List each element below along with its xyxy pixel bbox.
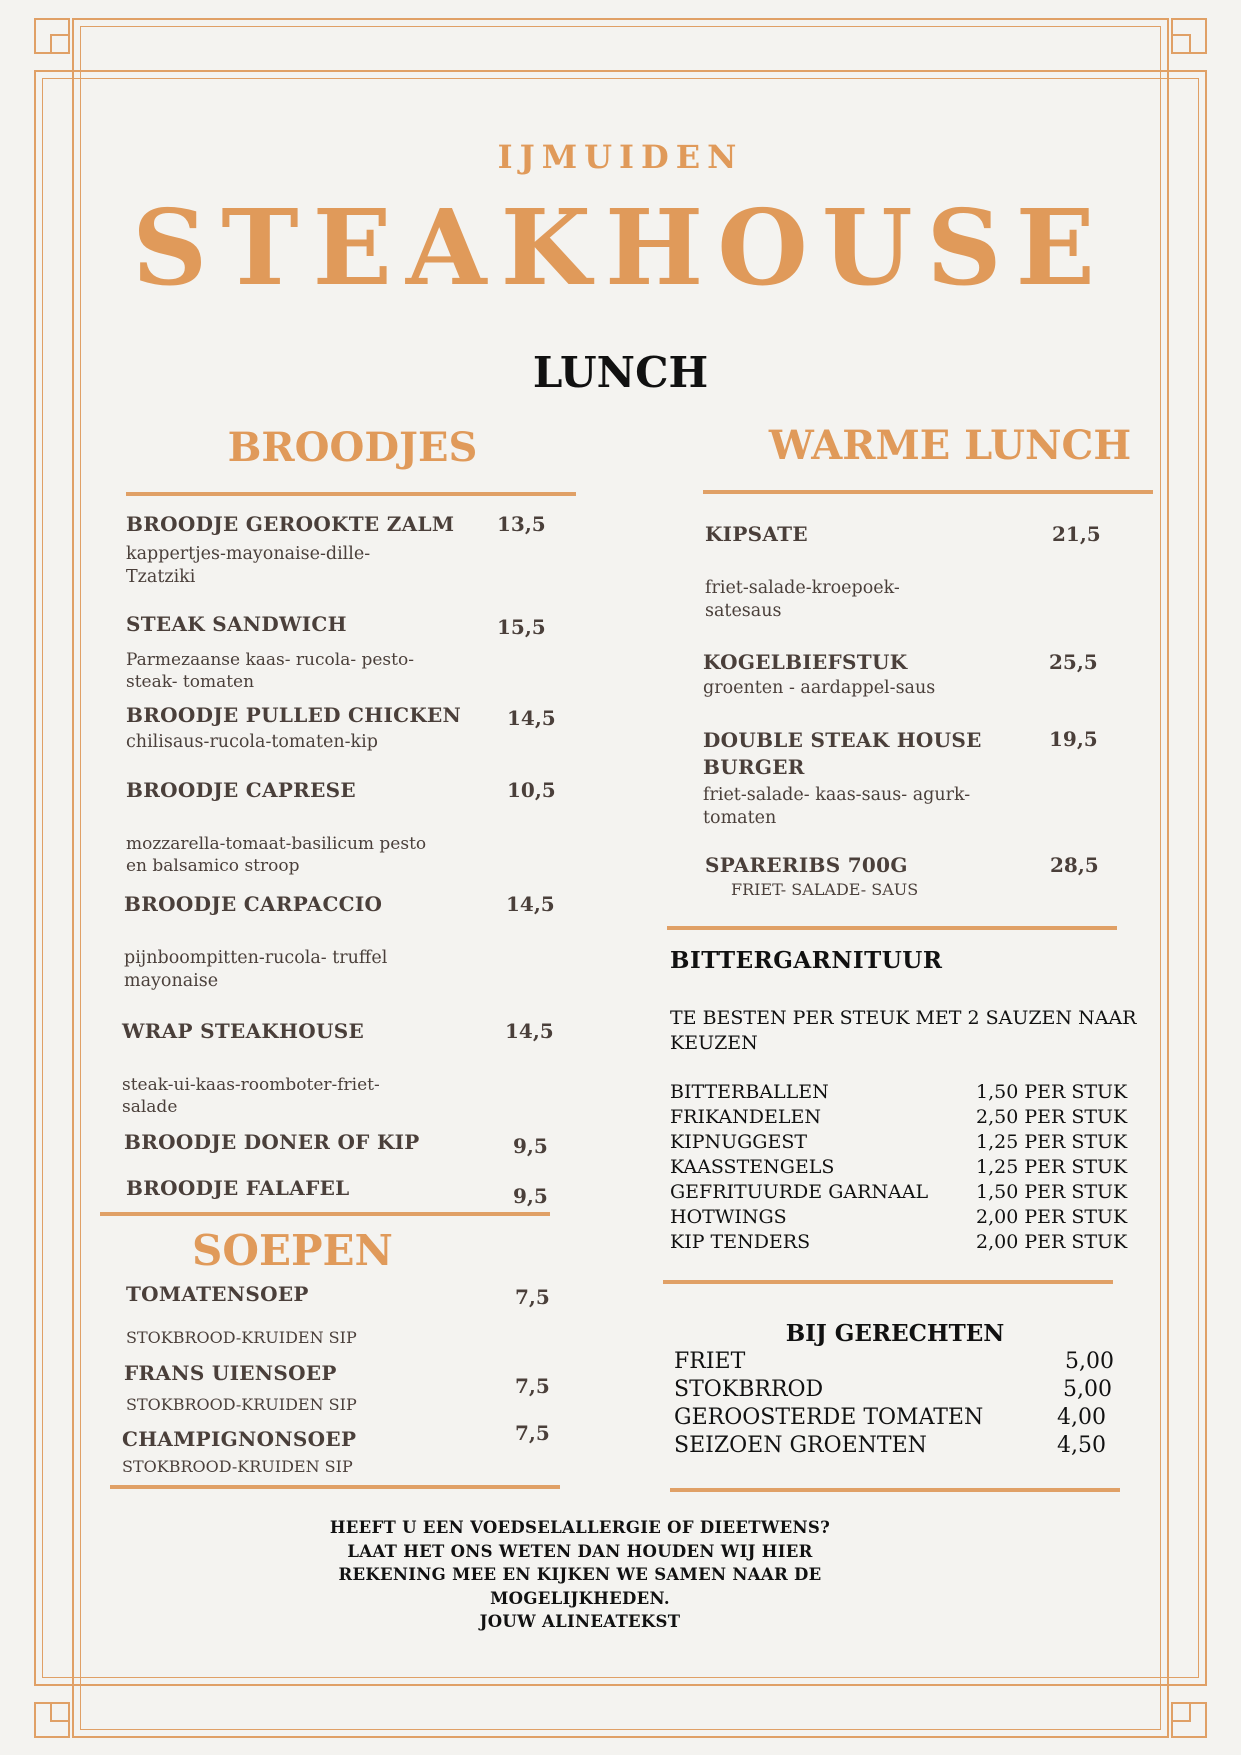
list-item [674, 1432, 1114, 1460]
allergy-notice-line: LAAT HET ONS WETEN DAN HOUDEN WIJ HIER [347, 1541, 813, 1561]
list-item [670, 1130, 1140, 1155]
bij-gerechten-item-name: FRIET [674, 1349, 746, 1374]
bittergarnituur-item-price: 2,00 PER STUK [976, 1206, 1128, 1228]
item-price-broodje-pulled-chicken: 14,5 [507, 706, 556, 730]
section-heading-soepen: SOEPEN [192, 1226, 393, 1275]
bittergarnituur-item-name: KAASSTENGELS [670, 1156, 835, 1178]
section-heading-bittergarnituur: BITTERGARNITUUR [670, 947, 943, 974]
item-price-champignonsoep: 7,5 [515, 1421, 550, 1445]
item-price-double-steak-house-burger: 19,5 [1049, 727, 1098, 751]
item-name-spareribs-700g: SPARERIBS 700G [705, 853, 908, 877]
item-name-champignonsoep: CHAMPIGNONSOEP [122, 1427, 357, 1451]
list-item [674, 1376, 1114, 1404]
bij-gerechten-item-price: 4,00 [1057, 1405, 1106, 1430]
section-heading-broodjes: BROODJES [227, 424, 478, 471]
corner-ornament-bottom-right [1171, 1702, 1207, 1738]
bij-gerechten-item-price: 5,00 [1063, 1377, 1112, 1402]
item-price-broodje-doner-of-kip: 9,5 [513, 1134, 548, 1158]
bittergarnituur-item-name: GEFRITUURDE GARNAAL [670, 1181, 929, 1203]
item-desc-kogelbiefstuk: groenten - aardappel-saus [703, 678, 936, 698]
item-name-double-steak-house-burger: DOUBLE STEAK HOUSE BURGER [703, 728, 982, 779]
list-item [674, 1404, 1114, 1432]
item-desc-double-steak-house-burger: friet-salade- kaas-saus- agurk- tomaten [703, 785, 971, 828]
allergy-notice-line: MOGELIJKHEDEN. [490, 1588, 670, 1608]
divider-broodjes [126, 492, 576, 496]
list-item [670, 1155, 1140, 1180]
divider-bij-gerechten [663, 1280, 1113, 1284]
bij-gerechten-list [674, 1348, 1114, 1460]
divider-soepen-bottom [110, 1485, 560, 1489]
bittergarnituur-item-price: 2,50 PER STUK [976, 1106, 1128, 1128]
bij-gerechten-item-name: STOKBRROD [674, 1377, 824, 1402]
footer-paragraph-text: JOUW ALINEATEKST [479, 1612, 681, 1631]
bij-gerechten-item-name: SEIZOEN GROENTEN [674, 1433, 927, 1458]
item-desc-steak-sandwich: Parmezaanse kaas- rucola- pesto- steak- tomaten [126, 650, 414, 692]
item-name-wrap-steakhouse: WRAP STEAKHOUSE [122, 1019, 365, 1043]
item-price-broodje-caprese: 10,5 [507, 778, 556, 802]
list-item [670, 1105, 1140, 1130]
item-name-tomatensoep: TOMATENSOEP [126, 1282, 309, 1306]
corner-ornament-bottom-left [34, 1702, 70, 1738]
corner-ornament-top-left [34, 18, 70, 54]
list-item [670, 1230, 1140, 1255]
bittergarnituur-item-price: 1,25 PER STUK [976, 1131, 1128, 1153]
item-price-wrap-steakhouse: 14,5 [505, 1019, 554, 1043]
item-desc-tomatensoep: STOKBROOD-KRUIDEN SIP [126, 1328, 357, 1347]
item-desc-frans-uiensoep: STOKBROOD-KRUIDEN SIP [126, 1395, 357, 1414]
bittergarnituur-item-price: 2,00 PER STUK [976, 1231, 1128, 1253]
item-price-steak-sandwich: 15,5 [497, 615, 546, 639]
bittergarnituur-item-name: KIP TENDERS [670, 1231, 811, 1253]
corner-ornament-top-right [1171, 18, 1207, 54]
bittergarnituur-item-name: FRIKANDELEN [670, 1106, 821, 1128]
bittergarnituur-item-name: HOTWINGS [670, 1206, 787, 1228]
bittergarnituur-item-name: KIPNUGGEST [670, 1131, 808, 1153]
item-desc-champignonsoep: STOKBROOD-KRUIDEN SIP [122, 1457, 353, 1476]
item-desc-broodje-pulled-chicken: chilisaus-rucola-tomaten-kip [126, 732, 378, 752]
section-heading-warme-lunch: WARME LUNCH [768, 422, 1132, 469]
bittergarnituur-intro: TE BESTEN PER STEUK MET 2 SAUZEN NAAR KEUZEN [670, 1007, 1137, 1054]
item-desc-broodje-gerookte-zalm: kappertjes-mayonaise-dille- Tzatziki [126, 544, 371, 587]
allergy-notice [300, 1516, 860, 1634]
list-item [674, 1348, 1114, 1376]
list-item [670, 1205, 1140, 1230]
item-price-broodje-carpaccio: 14,5 [506, 892, 555, 916]
bij-gerechten-item-price: 4,50 [1057, 1433, 1106, 1458]
item-name-frans-uiensoep: FRANS UIENSOEP [124, 1361, 337, 1385]
item-price-kogelbiefstuk: 25,5 [1049, 650, 1098, 674]
divider-bij-gerechten-bottom [670, 1488, 1120, 1492]
item-desc-broodje-caprese: mozzarella-tomaat-basilicum pesto en balsamico stroop [126, 834, 427, 876]
item-desc-kipsate: friet-salade-kroepoek- satesaus [705, 578, 900, 621]
item-name-steak-sandwich: STEAK SANDWICH [126, 612, 347, 636]
item-name-broodje-doner-of-kip: BROODJE DONER OF KIP [124, 1130, 420, 1154]
restaurant-title: STEAKHOUSE [132, 186, 1109, 309]
item-name-broodje-caprese: BROODJE CAPRESE [126, 778, 356, 802]
item-name-broodje-carpaccio: BROODJE CARPACCIO [124, 892, 383, 916]
item-name-kipsate: KIPSATE [705, 522, 808, 546]
allergy-notice-line: HEEFT U EEN VOEDSELALLERGIE OF DIEETWENS? [329, 1518, 831, 1537]
item-desc-wrap-steakhouse: steak-ui-kaas-roomboter-friet- salade [122, 1075, 380, 1117]
section-heading-bij-gerechten: BIJ GERECHTEN [785, 1320, 1005, 1347]
item-price-broodje-falafel: 9,5 [513, 1184, 548, 1208]
item-price-spareribs-700g: 28,5 [1050, 853, 1099, 877]
list-item [670, 1180, 1140, 1205]
allergy-notice-line: REKENING MEE EN KIJKEN WE SAMEN NAAR DE [338, 1565, 822, 1584]
bij-gerechten-item-name: GEROOSTERDE TOMATEN [674, 1405, 984, 1430]
bittergarnituur-item-name: BITTERBALLEN [670, 1081, 829, 1103]
divider-warme-lunch [703, 490, 1153, 494]
item-name-kogelbiefstuk: KOGELBIEFSTUK [703, 650, 908, 674]
bittergarnituur-item-price: 1,50 PER STUK [976, 1181, 1128, 1203]
location-title: IJMUIDEN [497, 138, 744, 176]
list-item [670, 1080, 1140, 1105]
item-price-frans-uiensoep: 7,5 [515, 1374, 550, 1398]
item-desc-spareribs-700g: FRIET- SALADE- SAUS [731, 880, 919, 899]
item-price-broodje-gerookte-zalm: 13,5 [497, 512, 546, 536]
divider-bittergarnituur [667, 926, 1117, 930]
item-desc-broodje-carpaccio: pijnboompitten-rucola- truffel mayonaise [124, 948, 388, 991]
bittergarnituur-item-price: 1,25 PER STUK [976, 1156, 1128, 1178]
bittergarnituur-list [670, 1080, 1140, 1255]
item-name-broodje-falafel: BROODJE FALAFEL [126, 1176, 350, 1200]
item-price-tomatensoep: 7,5 [515, 1285, 550, 1309]
divider-soepen [100, 1212, 550, 1216]
item-name-broodje-gerookte-zalm: BROODJE GEROOKTE ZALM [126, 512, 455, 536]
item-name-broodje-pulled-chicken: BROODJE PULLED CHICKEN [126, 703, 462, 727]
menu-subtitle: LUNCH [532, 348, 709, 397]
bittergarnituur-item-price: 1,50 PER STUK [976, 1081, 1128, 1103]
item-price-kipsate: 21,5 [1052, 522, 1101, 546]
bij-gerechten-item-price: 5,00 [1065, 1349, 1114, 1374]
